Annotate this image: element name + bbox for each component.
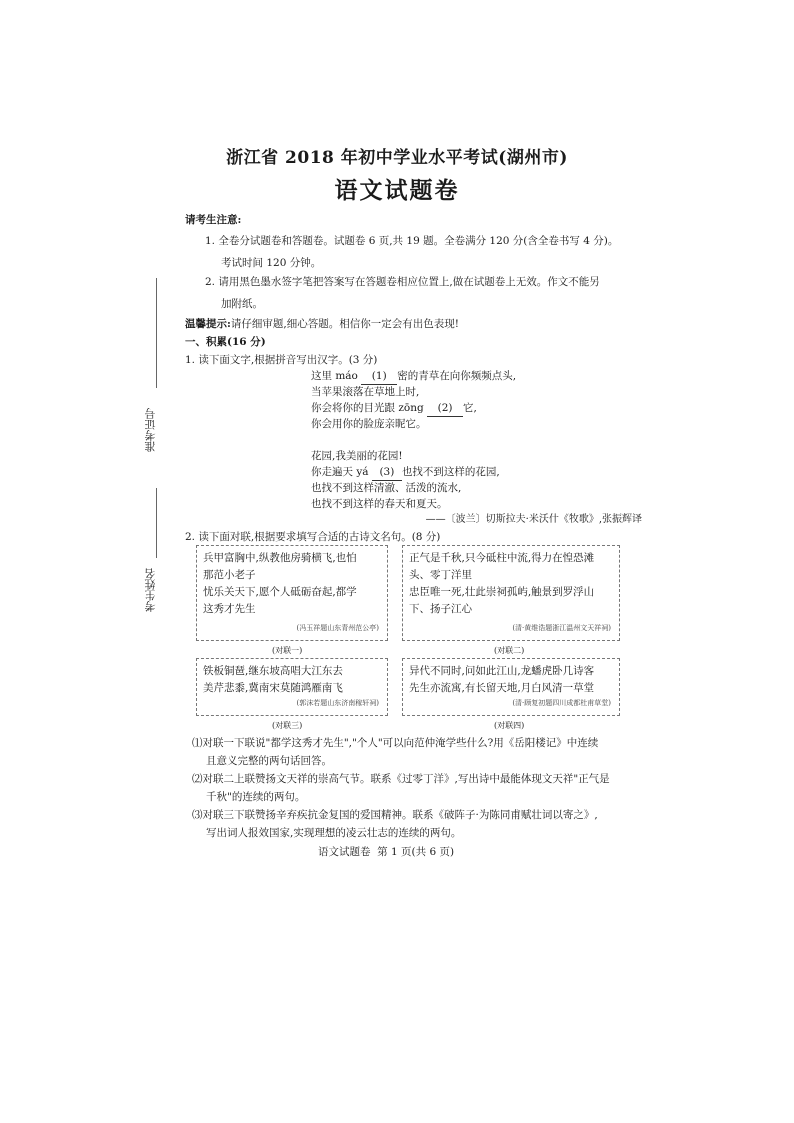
poem-text: 你会将你的目光跟 zōng bbox=[311, 402, 424, 414]
couplet-line: 下、扬子江心 bbox=[409, 603, 472, 615]
poem-text: 它, bbox=[463, 402, 477, 414]
paper-subtitle: 语文试题卷 bbox=[334, 177, 460, 204]
notice-item-1-cont: 考试时间 120 分钟。 bbox=[221, 257, 322, 269]
sub-question-1: ⑴对联一下联说"都学这秀才先生","个人"可以向范仲淹学些什么?用《岳阳楼记》中连续 bbox=[192, 737, 599, 749]
exam-title: 浙江省 2018 年初中学业水平考试(湖州市) bbox=[226, 148, 568, 168]
name-label: 考生姓名 bbox=[144, 568, 157, 612]
poem-line-3 bbox=[311, 400, 477, 417]
question-2: 2. 读下面对联,根据要求填写合适的古诗文名句。(8 分) bbox=[185, 531, 441, 543]
couplet-caption-4: (对联四) bbox=[494, 721, 525, 730]
couplet-line: 这秀才先生 bbox=[203, 603, 256, 615]
couplet-box-4 bbox=[402, 658, 620, 716]
poem-line-7: 也找不到这样清澈、活泼的流水, bbox=[311, 482, 462, 494]
poem-text: 你走遍天 yá bbox=[311, 466, 369, 478]
couplet-line: 异代不同时,问如此江山,龙蟠虎卧几诗客 bbox=[409, 665, 595, 677]
couplet-source: (清·黄维诰题浙江温州文天祥祠) bbox=[512, 624, 611, 632]
binding-line-top bbox=[156, 278, 157, 388]
poem-text: 密的青草在向你频频点头, bbox=[397, 370, 517, 382]
couplet-line: 铁板铜琶,继东坡高唱大江东去 bbox=[203, 665, 343, 677]
poem-line-1 bbox=[311, 368, 516, 385]
tip-line bbox=[185, 315, 459, 333]
answer-blank-1[interactable]: (1) bbox=[361, 368, 397, 385]
couplet-caption-3: (对联三) bbox=[272, 721, 303, 730]
sub-question-2-cont: 千秋"的连续的两句。 bbox=[206, 791, 306, 803]
sub-question-2: ⑵对联二上联赞扬文天祥的崇高气节。联系《过零丁洋》,写出诗中最能体现文天祥"正气是 bbox=[192, 773, 610, 785]
answer-blank-3[interactable]: (3) bbox=[372, 464, 402, 481]
notice-item-2: 2. 请用黑色墨水签字笔把答案写在答题卷相应位置上,做在试题卷上无效。作文不能另 bbox=[205, 276, 600, 288]
notice-item-1: 1. 全卷分试题卷和答题卷。试题卷 6 页,共 19 题。全卷满分 120 分(含全卷书写 4 分)。 bbox=[205, 235, 619, 247]
couplet-caption-1: (对联一) bbox=[272, 646, 303, 655]
tip-text: 请仔细审题,细心答题。相信你一定会有出色表现! bbox=[230, 318, 459, 330]
binding-line-middle bbox=[156, 488, 157, 558]
couplet-line: 忠臣唯一死,壮此崇祠孤屿,触景到罗浮山 bbox=[409, 586, 595, 598]
poem-line-5: 花园,我美丽的花园! bbox=[311, 450, 403, 462]
couplet-source: (冯玉祥题山东青州范公亭) bbox=[296, 624, 379, 632]
answer-blank-2[interactable]: (2) bbox=[427, 400, 463, 417]
poem-text: 这里 máo bbox=[311, 370, 358, 382]
couplet-line: 兵甲富胸中,纵教他房骑横飞,也怕 bbox=[203, 552, 357, 564]
section-heading: 一、积累(16 分) bbox=[185, 336, 266, 348]
couplet-source: (清·顾复初题四川成都杜甫草堂) bbox=[512, 699, 611, 707]
notice-item-2-cont: 加附纸。 bbox=[221, 298, 263, 310]
couplet-line: 忧乐关天下,愿个人砥砺奋起,都学 bbox=[203, 586, 357, 598]
couplet-caption-2: (对联二) bbox=[494, 646, 525, 655]
sub-question-1-cont: 且意义完整的两句话回答。 bbox=[206, 755, 332, 767]
couplet-line: 先生亦流寓,有长留天地,月白风清一草堂 bbox=[409, 682, 595, 694]
sub-question-3: ⑶对联三下联赞扬辛弃疾抗金复国的爱国精神。联系《破阵子·为陈同甫赋壮词以寄之》, bbox=[192, 809, 598, 821]
couplet-line: 美芹悲黍,冀南宋莫随鸿雁南飞 bbox=[203, 682, 343, 694]
poem-line-4: 你会用你的脸庞亲昵它。 bbox=[311, 418, 427, 430]
sub-question-3-cont: 写出词人报效国家,实现理想的凌云壮志的连续的两句。 bbox=[206, 827, 462, 839]
notice-heading: 请考生注意: bbox=[185, 214, 242, 226]
poem-line-6 bbox=[311, 464, 500, 481]
couplet-box-3 bbox=[196, 658, 388, 716]
poem-text: 也找不到这样的花园, bbox=[401, 466, 500, 478]
page-footer: 语文试题卷 第 1 页(共 6 页) bbox=[318, 846, 455, 858]
tip-label: 温馨提示: bbox=[185, 318, 231, 330]
couplet-box-1 bbox=[196, 545, 388, 641]
poem-line-8: 也找不到这样的春天和夏天。 bbox=[311, 498, 448, 510]
poem-attribution: ——〔波兰〕切斯拉夫·米沃什《牧歌》,张振辉译 bbox=[425, 514, 642, 525]
question-1: 1. 读下面文字,根据拼音写出汉字。(3 分) bbox=[185, 354, 378, 366]
couplet-line: 头、零丁洋里 bbox=[409, 569, 472, 581]
exam-id-label: 准考证号 bbox=[144, 408, 157, 452]
poem-line-2: 当苹果滚落在草地上时, bbox=[311, 386, 420, 398]
couplet-line: 那范小老子 bbox=[203, 569, 256, 581]
couplet-box-2 bbox=[402, 545, 620, 641]
couplet-line: 正气是千秋,只今砥柱中流,得力在惶恐滩 bbox=[409, 552, 595, 564]
couplet-source: (郭沫若题山东济南稼轩祠) bbox=[296, 699, 379, 707]
